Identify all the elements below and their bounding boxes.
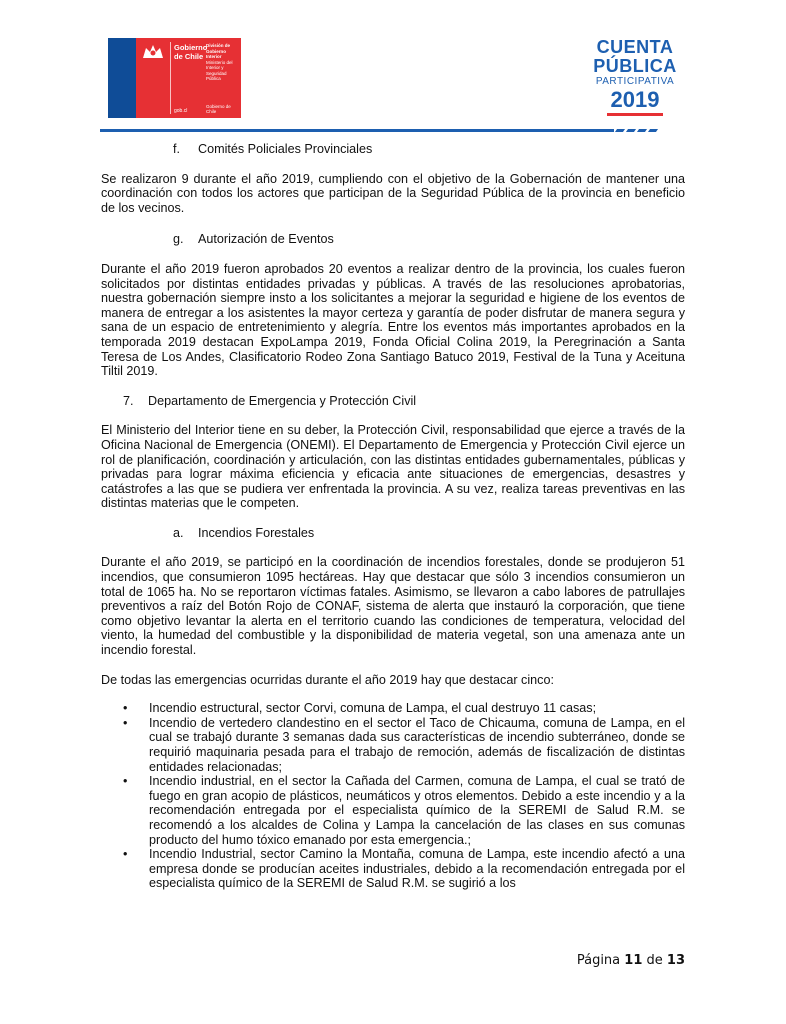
list-item-text: Incendio de vertedero clandestino en el sector el Taco de Chicauma, comuna de Lampa, en el cual se trabajó durante 3 semanas dada sus características de incendio subterráneo, donde se requirió maquinaria pesada para el trabajo de remoción, además de fiscalización de distintas entidades relacionadas; [149, 715, 685, 774]
cuenta-publica-line3: PARTICIPATIVA [595, 76, 675, 87]
logo-url: gob.cl [174, 108, 188, 114]
heading-label: a. [173, 525, 184, 540]
paragraph-incendios: Durante el año 2019, se participó en la coordinación de incendios forestales, donde se produjeron 51 incendios, que consumieron 1095 hectáreas. Hay que destacar que sólo 3 incendios consumieron un total de 1065 ha. No se reportaron víctimas fatales. Asimismo, se llevaron a cabo labores de patrullajes preventivos a raíz del Botón Rojo de CONAF, sistema de alerta que instauró la corporación, que tiene como objetivo levantar la alerta en el territorio cuando las condiciones de temperatura, velocidad del viento, la humedad del combustible y la disponibilidad de materia vegetal, son una amenaza ante un incendio forestal. [101, 555, 685, 658]
heading-title: Incendios Forestales [198, 525, 315, 540]
logo-footer-text: Gobierno de Chile [206, 104, 231, 114]
logo-division-text [206, 43, 240, 82]
bullet-icon: • [123, 774, 128, 789]
page-current: 11 [624, 953, 643, 968]
logo-division-title: División de Gobierno Interior [206, 43, 231, 59]
bullet-icon: • [123, 847, 128, 862]
emergency-list [101, 701, 685, 891]
logo-red-band [136, 38, 241, 118]
bullet-icon: • [123, 701, 128, 716]
page-word: Página [576, 953, 621, 968]
header-dashes [616, 129, 657, 132]
heading-label: 7. [123, 393, 134, 408]
page-total: 13 [666, 953, 685, 968]
header-dash [615, 129, 625, 132]
cuenta-publica-line1: CUENTA [596, 37, 674, 57]
heading-label: f. [173, 142, 180, 156]
paragraph-eventos: Durante el año 2019 fueron aprobados 20 eventos a realizar dentro de la provincia, los cuales fueron solicitados por distintas entidades privadas y públicas. A través de las resoluciones aprobatorias, nuestra gobernación siempre insto a los solicitantes a mejorar la seguridad e higiene de los eventos de manera de entregar a los asistentes la mayor certeza y garantía de poder disfrutar de manera segura y sana de un espacio de entretenimiento y alegría. Entre los eventos más importantes aprobados en la temporada 2019 destacan ExpoLampa 2019, Fonda Oficial Colina 2019, la Peregrinación a Santa Teresa de Los Andes, Clasificatorio Rodeo Zona Santiago Batuco 2019, Festival de la Tuna y Aceituna Tiltil 2019. [101, 261, 685, 379]
paragraph-emergencia: El Ministerio del Interior tiene en su deber, la Protección Civil, responsabilidad que ejerce a través de la Oficina Nacional de Emergencia (ONEMI). El Departamento de Emergencia y Protección Civil ejerce un rol de planificación, coordinación y articulación, con las distintas entidades gubernamentales, públicas y privadas para lograr máxima eficiencia y eficacia ante situaciones de emergencias, desastres y catástrofes a las que se pudiera ver enfrentada la provincia. A su vez, realiza tareas preventivas en las distintas materias que le competen. [101, 423, 685, 511]
logo-division-subtitle: Ministerio del Interior y Seguridad Pública [206, 59, 233, 81]
heading-incendios-forestales [101, 526, 685, 541]
paragraph-intro-list: De todas las emergencias ocurridas durante el año 2019 hay que destacar cinco: [101, 672, 554, 687]
list-item [101, 847, 685, 891]
paragraph-comites: Se realizaron 9 durante el año 2019, cumpliendo con el objetivo de la Gobernación de mantener una coordinación con todos los actores que participan de la Seguridad Pública de la provincia en beneficio de los vecinos. [101, 171, 685, 215]
heading-comites [101, 142, 685, 157]
page-body [101, 142, 685, 891]
cuenta-publica-year: 2019 [610, 87, 660, 112]
logo-blue-band [108, 38, 136, 118]
header-dash [637, 129, 647, 132]
logo-divider [170, 42, 171, 114]
logo-gobierno-name: Gobierno de Chile [174, 43, 208, 61]
of-word: de [646, 953, 663, 968]
list-item-text: Incendio estructural, sector Corvi, comuna de Lampa, el cual destruyo 11 casas; [149, 701, 597, 716]
heading-title: Departamento de Emergencia y Protección Civil [148, 393, 417, 408]
heading-title: Autorización de Eventos [198, 232, 334, 247]
page-header [0, 0, 786, 138]
gobierno-de-chile-logo [108, 38, 241, 118]
list-item [101, 701, 685, 716]
heading-label: g. [173, 232, 184, 247]
list-item [101, 716, 685, 774]
header-dash [648, 129, 658, 132]
list-item-text: Incendio industrial, en el sector la Cañada del Carmen, comuna de Lampa, el cual se trató de fuego en gran acopio de plásticos, neumáticos y otros elementos. Debido a este incendio y a la recomendación entregada por el especialista químico de la SEREMI de Salud R.M. se recomendó a los alcaldes de Colina y Lampa la cancelación de las clases en sus comunas producto del humo tóxico emanado por esta emergencia.; [149, 774, 685, 847]
cuenta-publica-logo [585, 38, 685, 116]
heading-autorizacion-eventos [101, 232, 685, 247]
heading-emergencia [101, 394, 685, 409]
list-item-text: Incendio Industrial, sector Camino la Montaña, comuna de Lampa, este incendio afectó a una empresa donde se producían aceites industriales, debido a la recomendación entregada por el especialista químico de la SEREMI de Salud R.M. se sugirió a los [149, 847, 685, 891]
heading-title: Comités Policiales Provinciales [198, 142, 373, 156]
header-dash [626, 129, 636, 132]
page-number [577, 953, 685, 968]
list-item [101, 774, 685, 847]
header-rule [100, 129, 614, 132]
cuenta-publica-line2: PÚBLICA [593, 56, 677, 76]
bullet-icon: • [123, 715, 128, 730]
cuenta-publica-underline [607, 113, 663, 116]
coat-of-arms-icon [140, 42, 166, 64]
